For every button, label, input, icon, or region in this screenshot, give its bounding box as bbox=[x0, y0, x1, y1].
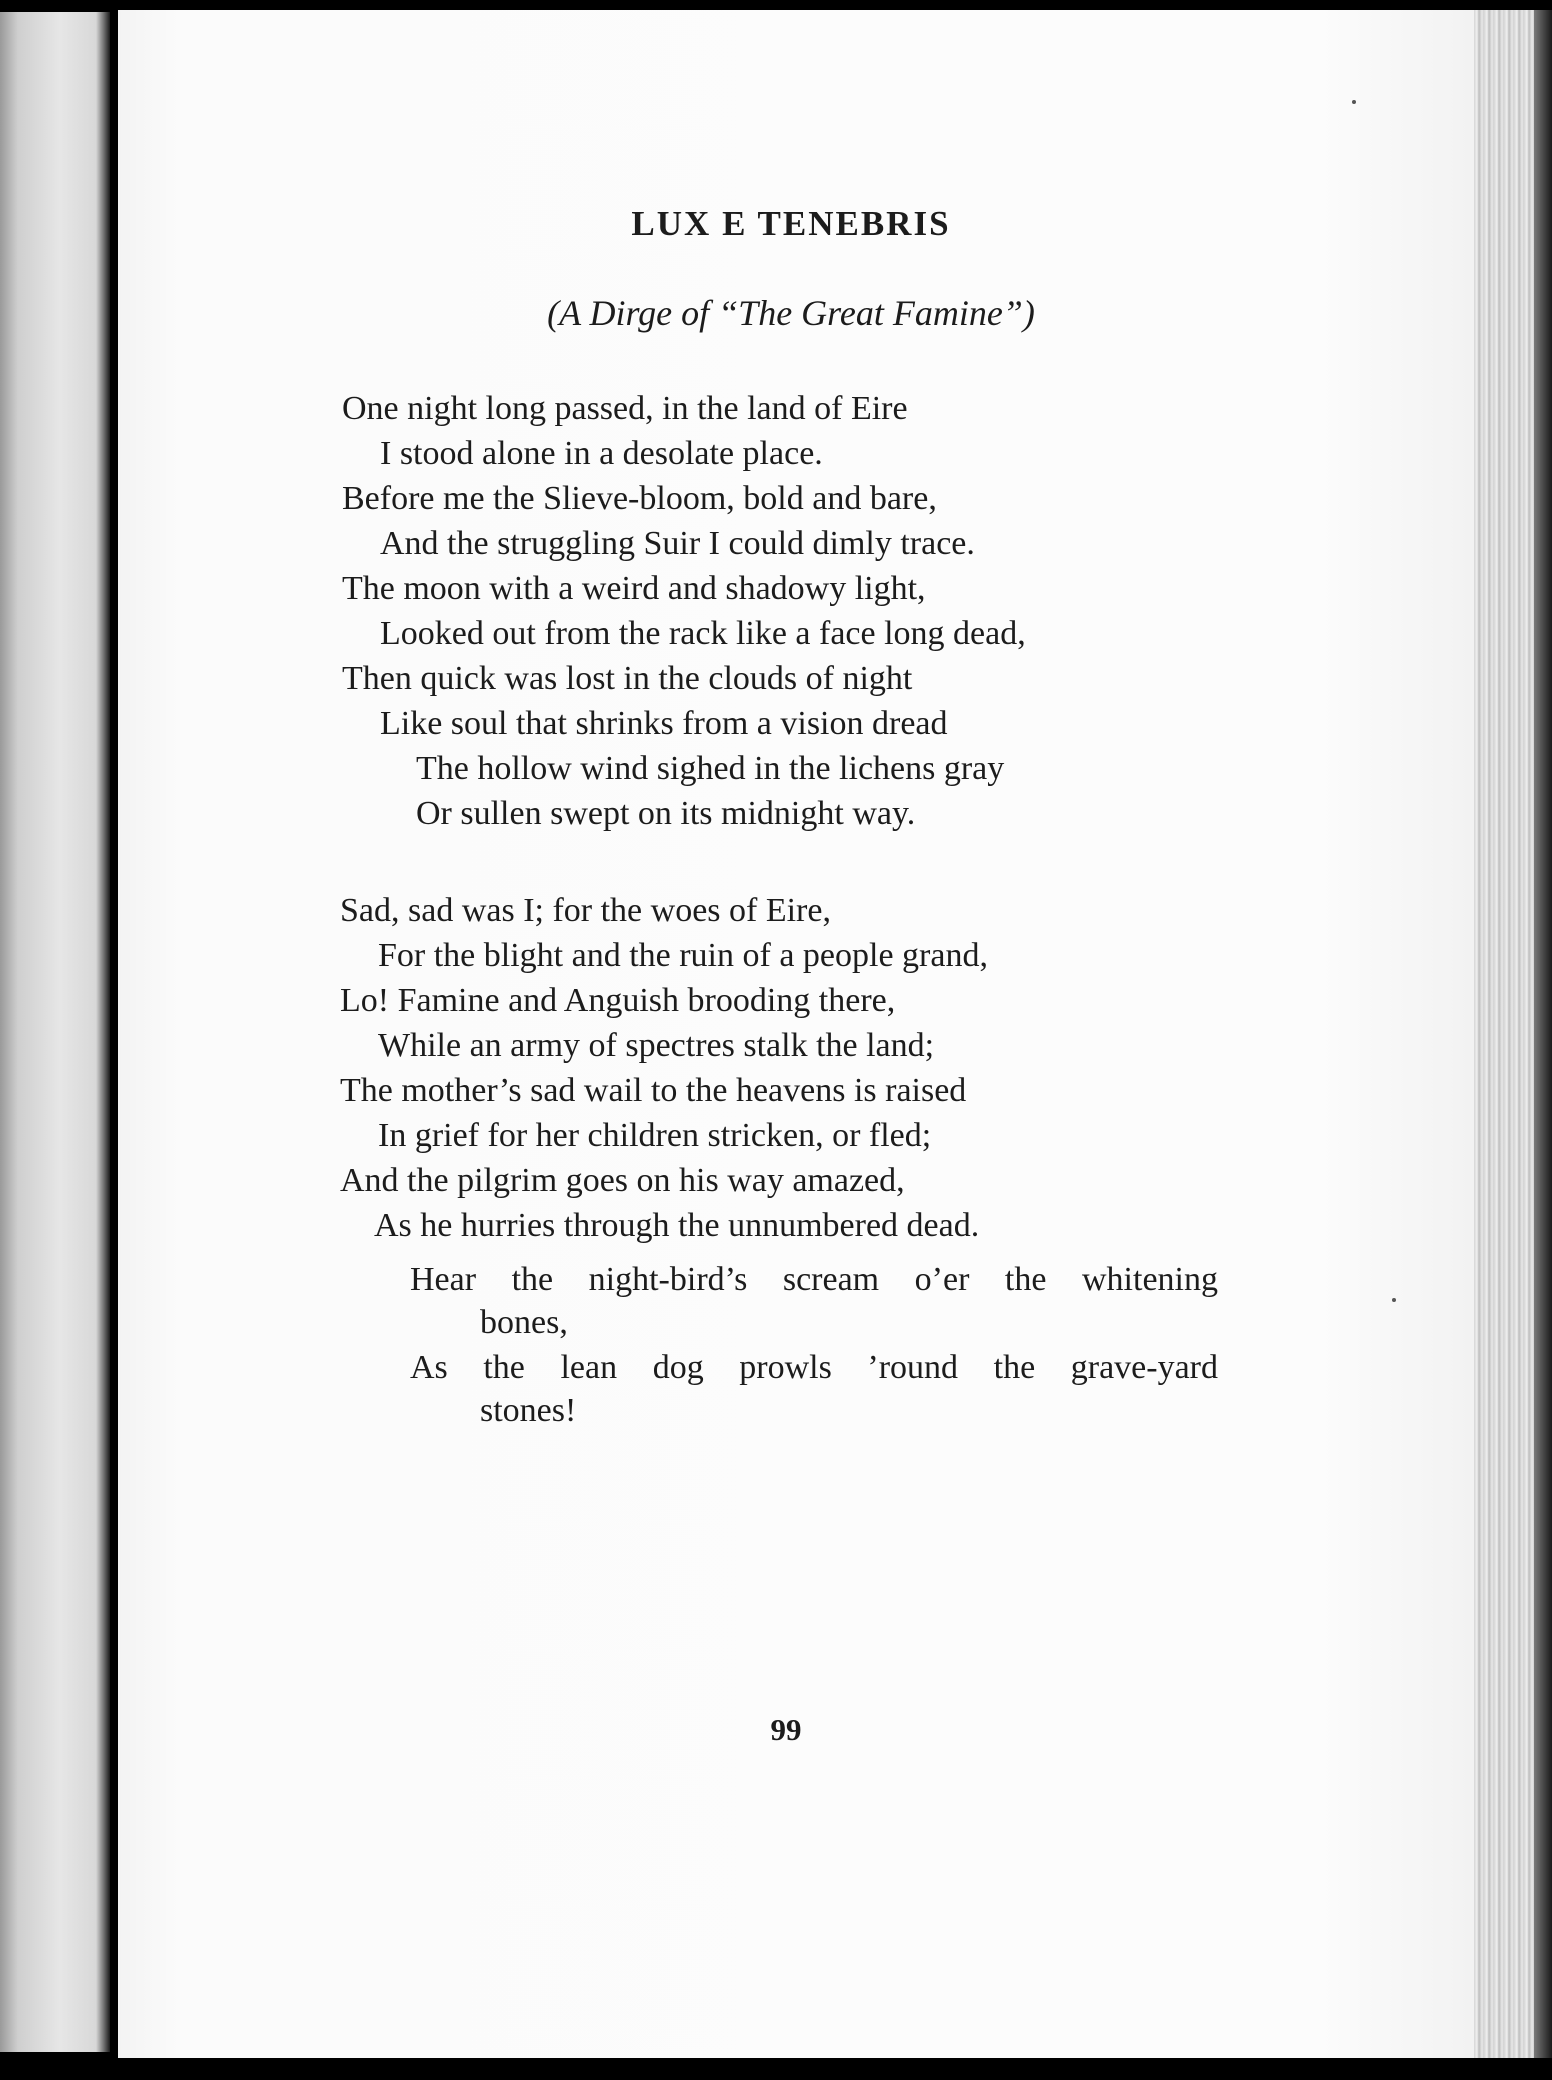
poem-line: As the lean dog prowls ’round the grave-yard bbox=[410, 1349, 1218, 1386]
poem-line: Looked out from the rack like a face long dead, bbox=[380, 615, 1026, 652]
poem-line: In grief for her children stricken, or fled; bbox=[378, 1117, 932, 1154]
dust-speck bbox=[1352, 100, 1356, 104]
poem-line: Hear the night-bird’s scream o’er the whitening bbox=[410, 1261, 1218, 1298]
poem-line: While an army of spectres stalk the land; bbox=[378, 1027, 935, 1064]
poem-line: bones, bbox=[480, 1304, 568, 1341]
poem-line: Before me the Slieve-bloom, bold and bare, bbox=[342, 480, 937, 517]
poem-line: I stood alone in a desolate place. bbox=[380, 435, 823, 472]
poem-title: LUX E TENEBRIS bbox=[631, 204, 951, 243]
poem-line: The hollow wind sighed in the lichens gray bbox=[416, 750, 1005, 787]
poem-line: Sad, sad was I; for the woes of Eire, bbox=[340, 892, 831, 929]
poem-line: Like soul that shrinks from a vision dread bbox=[380, 705, 948, 742]
poem-line: stones! bbox=[480, 1392, 577, 1429]
poem-line: Then quick was lost in the clouds of night bbox=[342, 660, 913, 697]
poem-line: And the pilgrim goes on his way amazed, bbox=[340, 1162, 905, 1199]
poem-line: As he hurries through the unnumbered dead. bbox=[374, 1207, 980, 1244]
page-number: 99 bbox=[770, 1712, 802, 1747]
poem-line: One night long passed, in the land of Eire bbox=[342, 390, 908, 427]
dust-speck bbox=[1392, 1298, 1396, 1302]
poem-line: For the blight and the ruin of a people grand, bbox=[378, 937, 988, 974]
poem-line: The mother’s sad wail to the heavens is raised bbox=[340, 1072, 967, 1109]
poem-subtitle: (A Dirge of “The Great Famine”) bbox=[547, 293, 1035, 333]
poem-line: And the struggling Suir I could dimly trace. bbox=[380, 525, 975, 562]
poem-line: Lo! Famine and Anguish brooding there, bbox=[340, 982, 896, 1019]
poem-line: The moon with a weird and shadowy light, bbox=[342, 570, 926, 607]
poem-line: Or sullen swept on its midnight way. bbox=[416, 795, 916, 832]
